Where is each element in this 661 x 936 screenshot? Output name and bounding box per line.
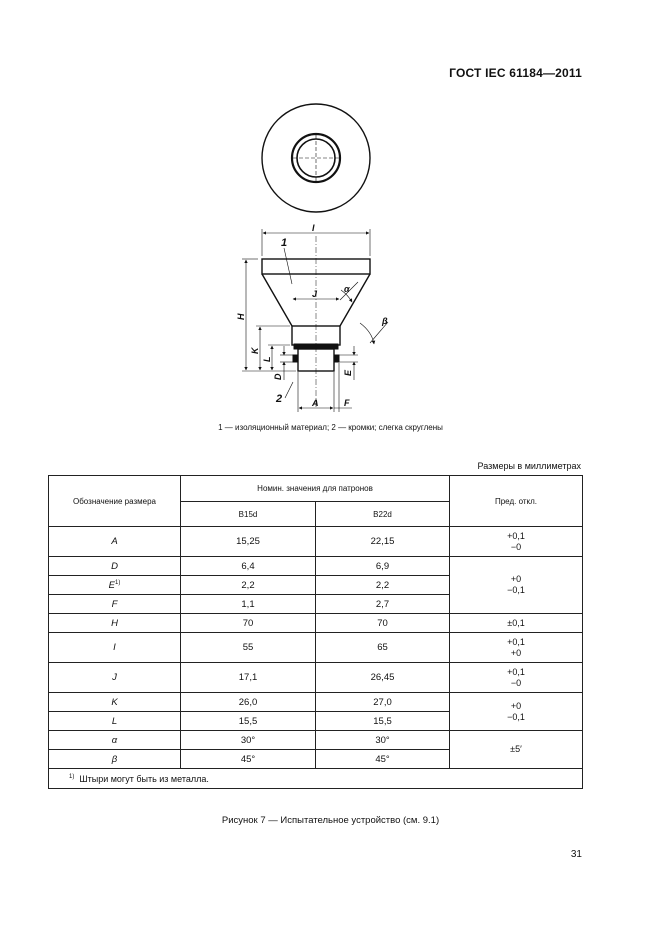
side-view	[262, 236, 370, 408]
tolerance-def: +0 −0,1	[450, 557, 583, 614]
angle-label-alpha: α	[344, 284, 350, 294]
header-designation: Обозначение размера	[49, 476, 181, 527]
table-row: J 17,1 26,45 +0,1 −0	[49, 663, 583, 693]
table-footnote: $^{1)}$ Штыри могут быть из металла.	[49, 769, 583, 789]
dim-label-h: H	[236, 313, 246, 320]
table-row: α 30° 30° ±5′	[49, 731, 583, 750]
dim-label-k: K	[250, 347, 260, 354]
dim-label-d: D	[273, 373, 283, 380]
dim-label-a: A	[312, 398, 319, 408]
table-row: F 1,1 2,7	[49, 595, 583, 614]
dim-label-f: F	[344, 398, 350, 408]
figure-caption: Рисунок 7 — Испытательное устройство (см. 9.1)	[221, 815, 440, 826]
header-b22d: B22d	[316, 502, 450, 527]
table-row: L 15,5 15,5	[49, 712, 583, 731]
page-number: 31	[570, 849, 582, 860]
angle-label-beta: β	[382, 316, 388, 326]
dim-label-e: E	[343, 369, 353, 376]
table-row: H 70 70 ±0,1	[49, 614, 583, 633]
table-row: β 45° 45°	[49, 750, 583, 769]
table-row: A 15,25 22,15 +0,1 −0	[49, 527, 583, 557]
header-tolerance: Пред. откл.	[450, 476, 583, 527]
tolerance-angles: ±5′	[450, 731, 583, 769]
table-row: $E^{1)}$ 2,2 2,2	[49, 576, 583, 595]
standard-header: ГОСТ IEC 61184—2011	[449, 66, 582, 80]
table-row: D 6,4 6,9 +0 −0,1	[49, 557, 583, 576]
dim-label-j: J	[312, 289, 318, 299]
top-view-outer-circle	[262, 104, 370, 212]
units-note: Размеры в миллиметрах	[477, 461, 581, 471]
figure-legend: 1 — изоляционный материал; 2 — кромки; слегка скруглены	[218, 423, 443, 432]
dimensions-table	[48, 475, 583, 789]
dim-label-i: I	[312, 223, 315, 233]
header-b15d: B15d	[181, 502, 316, 527]
part-label-2: 2	[276, 393, 283, 405]
table-row: K 26,0 27,0 +0 −0,1	[49, 693, 583, 712]
test-device-drawing	[0, 0, 661, 420]
table-row: I 55 65 +0,1 +0	[49, 633, 583, 663]
tolerance-kl: +0 −0,1	[450, 693, 583, 731]
header-nominal: Номин. значения для патронов	[181, 476, 450, 502]
part-label-1: 1	[281, 237, 288, 249]
dim-label-l: L	[262, 356, 272, 362]
